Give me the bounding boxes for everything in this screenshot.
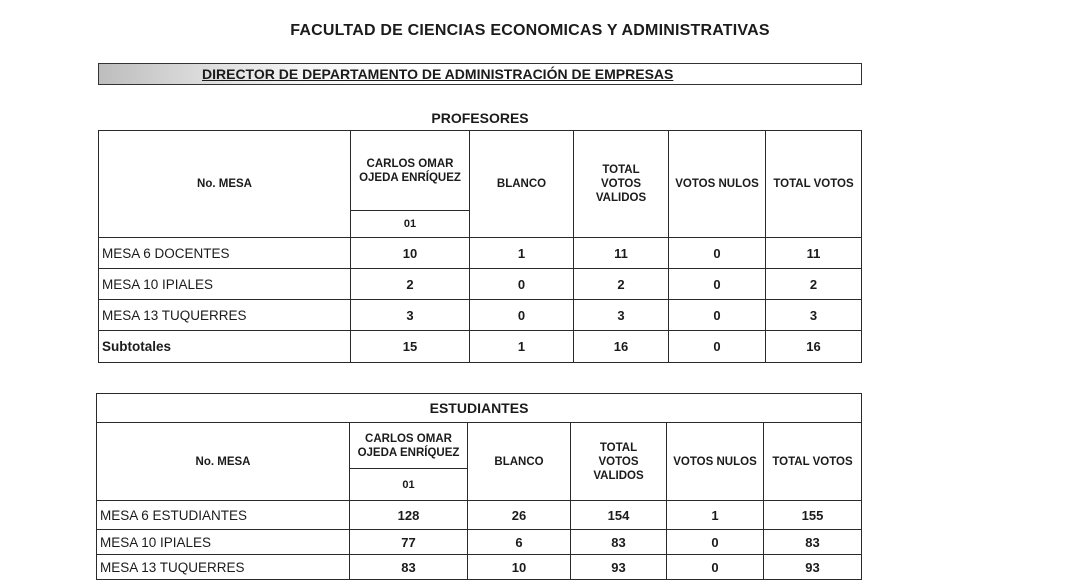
- professors-table: [98, 130, 862, 363]
- subtotal-row: [99, 331, 862, 363]
- valid-votes: 3: [574, 300, 669, 331]
- valid-votes: 154: [571, 501, 667, 530]
- table-header-row: [97, 423, 862, 469]
- candidate-votes: 10: [351, 238, 470, 269]
- header-valid-votes: TOTAL VOTOS VALIDOS: [574, 131, 669, 238]
- header-total-votes: TOTAL VOTOS: [764, 423, 862, 501]
- subtotal-valid: 16: [574, 331, 669, 363]
- total-votes: 83: [764, 530, 862, 555]
- mesa-name: MESA 13 TUQUERRES: [99, 300, 351, 331]
- subtotal-blank: 1: [470, 331, 574, 363]
- total-votes: 11: [766, 238, 862, 269]
- blank-votes: 10: [468, 555, 571, 580]
- table-row: [97, 501, 862, 530]
- table-row: [97, 555, 862, 580]
- table-header-row: [99, 131, 862, 211]
- valid-votes: 11: [574, 238, 669, 269]
- null-votes: 0: [669, 300, 766, 331]
- total-votes: 3: [766, 300, 862, 331]
- mesa-name: MESA 6 ESTUDIANTES: [97, 501, 350, 530]
- subtotal-label: Subtotales: [99, 331, 351, 363]
- header-valid-votes: TOTAL VOTOS VALIDOS: [571, 423, 667, 501]
- header-blank: BLANCO: [470, 131, 574, 238]
- blank-votes: 1: [470, 238, 574, 269]
- null-votes: 0: [667, 555, 764, 580]
- valid-votes: 93: [571, 555, 667, 580]
- total-votes: 93: [764, 555, 862, 580]
- department-banner: [98, 63, 862, 85]
- candidate-votes: 2: [351, 269, 470, 300]
- faculty-title: FACULTAD DE CIENCIAS ECONOMICAS Y ADMINISTRATIVAS: [290, 22, 770, 39]
- header-candidate: CARLOS OMAR OJEDA ENRÍQUEZ: [351, 131, 470, 211]
- header-candidate: CARLOS OMAR OJEDA ENRÍQUEZ: [350, 423, 468, 469]
- valid-votes: 83: [571, 530, 667, 555]
- header-null-votes: VOTOS NULOS: [669, 131, 766, 238]
- students-section-title: ESTUDIANTES: [97, 394, 862, 423]
- total-votes: 155: [764, 501, 862, 530]
- total-votes: 2: [766, 269, 862, 300]
- candidate-votes: 3: [351, 300, 470, 331]
- blank-votes: 0: [470, 269, 574, 300]
- table-caption-row: [97, 394, 862, 423]
- candidate-votes: 77: [350, 530, 468, 555]
- valid-votes: 2: [574, 269, 669, 300]
- table-row: [99, 300, 862, 331]
- null-votes: 1: [667, 501, 764, 530]
- null-votes: 0: [669, 238, 766, 269]
- candidate-votes: 83: [350, 555, 468, 580]
- table-row: [99, 238, 862, 269]
- blank-votes: 26: [468, 501, 571, 530]
- blank-votes: 0: [470, 300, 574, 331]
- mesa-name: MESA 10 IPIALES: [99, 269, 351, 300]
- candidate-votes: 128: [350, 501, 468, 530]
- subtotal-candidate: 15: [351, 331, 470, 363]
- table-row: [99, 269, 862, 300]
- header-null-votes: VOTOS NULOS: [667, 423, 764, 501]
- students-table: [96, 393, 862, 580]
- subtotal-null: 0: [669, 331, 766, 363]
- blank-votes: 6: [468, 530, 571, 555]
- professors-section-title: PROFESORES: [431, 110, 529, 126]
- null-votes: 0: [669, 269, 766, 300]
- department-title: DIRECTOR DE DEPARTAMENTO DE ADMINISTRACIÓN DE EMPRESAS: [202, 66, 674, 82]
- header-mesa: No. MESA: [97, 423, 350, 501]
- table-row: [97, 530, 862, 555]
- candidate-code: 01: [351, 211, 470, 238]
- mesa-name: MESA 10 IPIALES: [97, 530, 350, 555]
- null-votes: 0: [667, 530, 764, 555]
- header-blank: BLANCO: [468, 423, 571, 501]
- header-total-votes: TOTAL VOTOS: [766, 131, 862, 238]
- mesa-name: MESA 6 DOCENTES: [99, 238, 351, 269]
- subtotal-total: 16: [766, 331, 862, 363]
- candidate-code: 01: [350, 469, 468, 501]
- mesa-name: MESA 13 TUQUERRES: [97, 555, 350, 580]
- header-mesa: No. MESA: [99, 131, 351, 238]
